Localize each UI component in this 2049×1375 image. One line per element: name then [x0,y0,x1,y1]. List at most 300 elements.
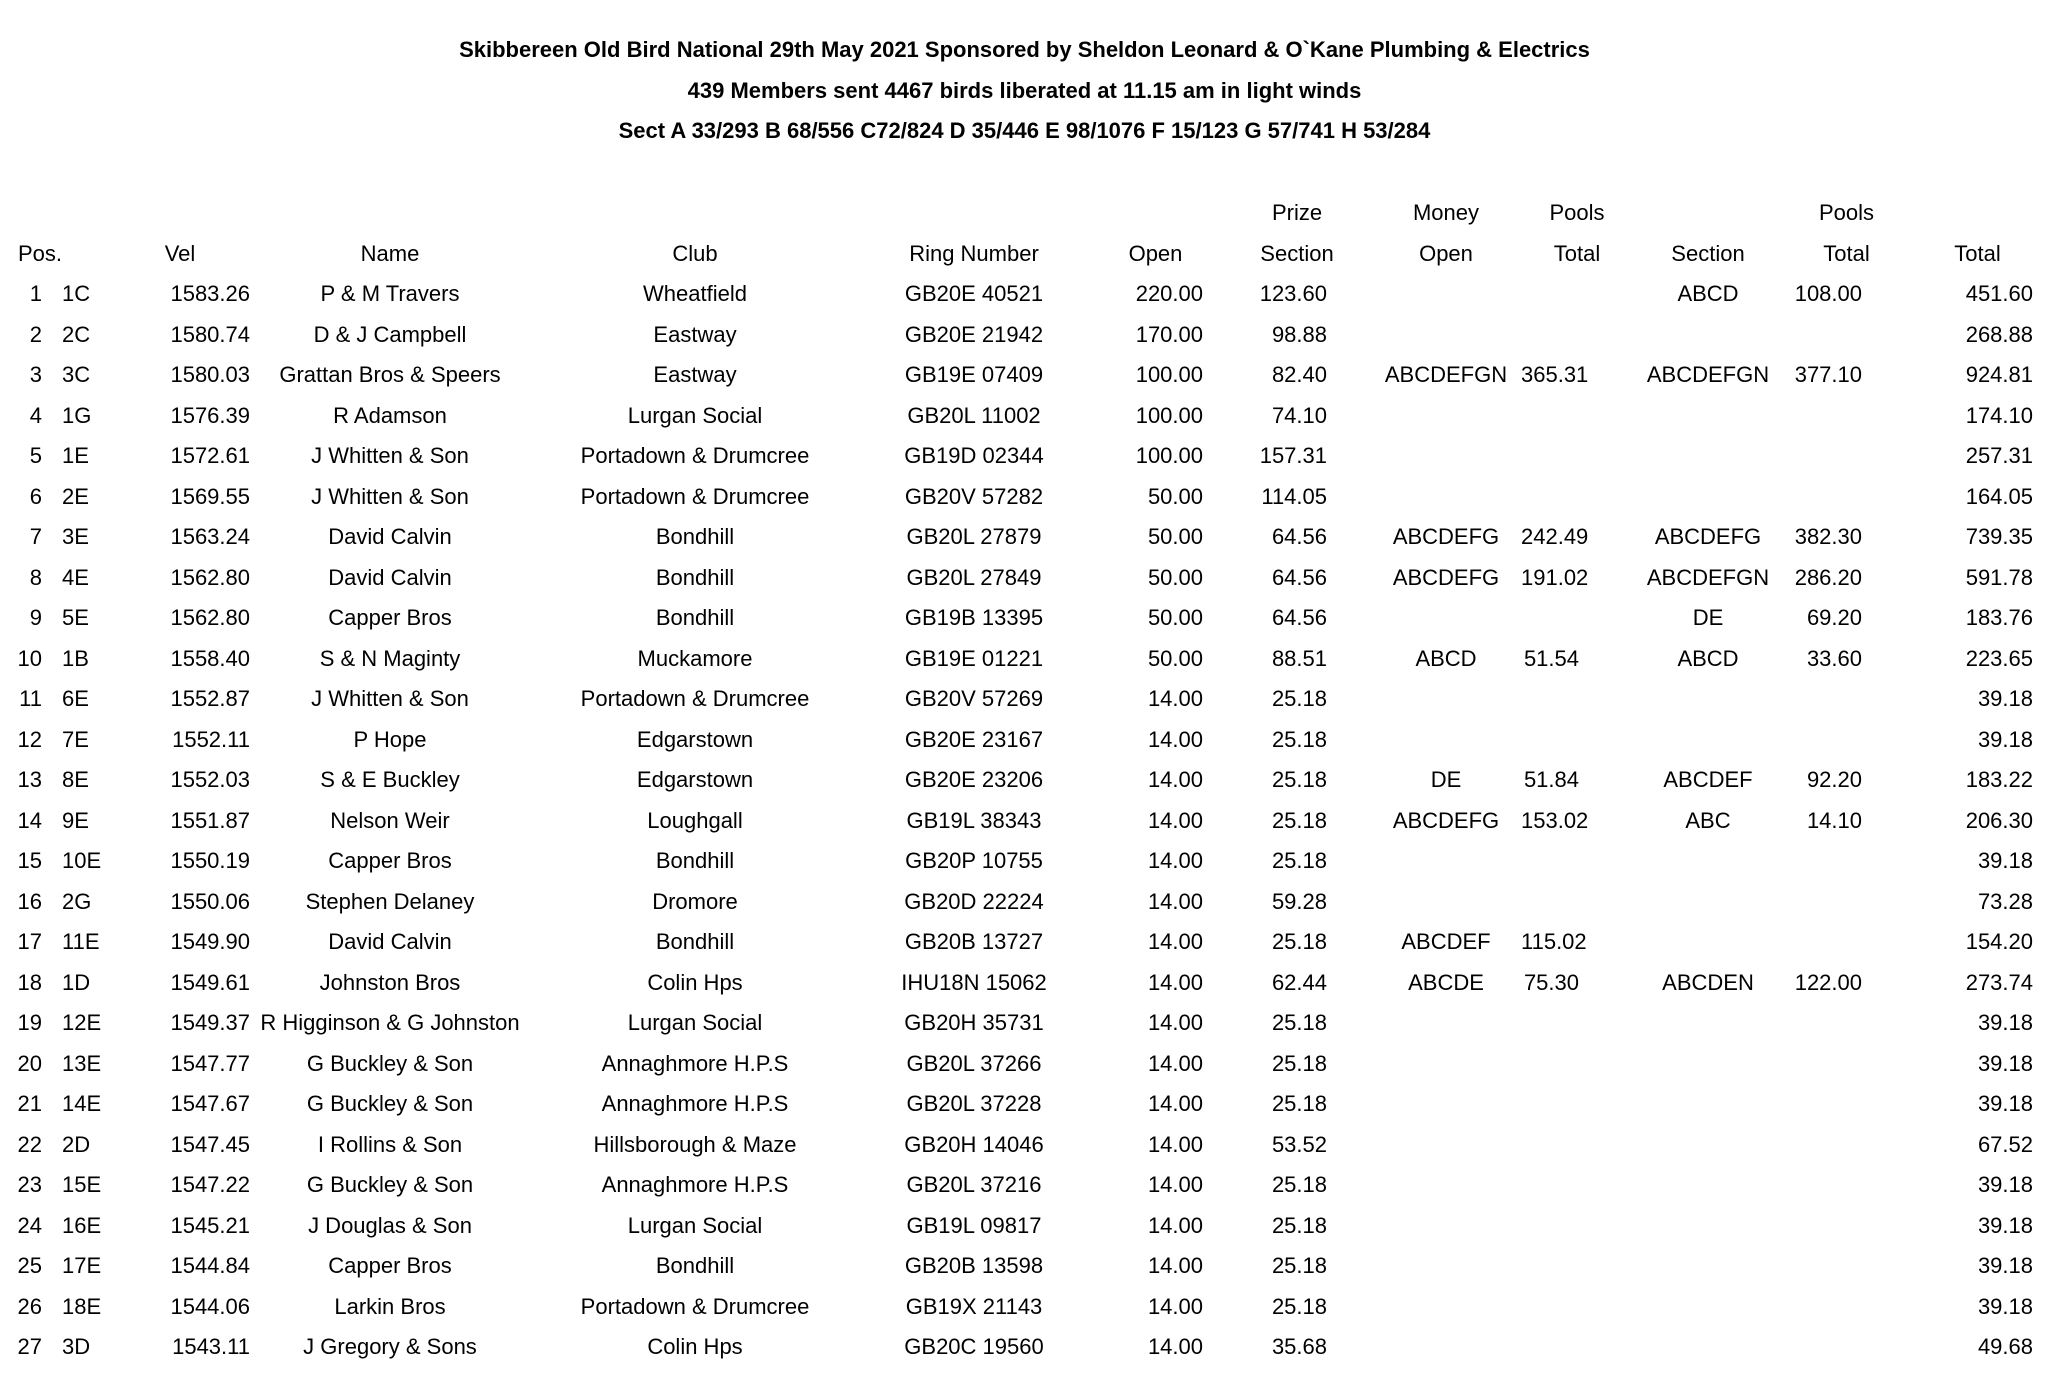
cell-velocity: 1547.77 [170,1050,250,1076]
cell-ring-number: GB19E 01221 [904,645,1044,671]
cell-velocity: 1552.03 [170,767,250,793]
cell-section-pos: 11E [62,929,100,955]
cell-pools-open [1371,598,1521,639]
cell-club: Lurgan Social [627,1212,763,1238]
cell-prize-open: 14.00 [1147,1334,1203,1360]
header-pools-open-total: Total [1553,240,1601,266]
cell-prize-open: 50.00 [1147,605,1203,631]
cell-pools-section-total [1783,396,1910,437]
cell-pools-section [1633,315,1783,356]
table-row [12,1246,2045,1287]
cell-section-pos: 1E [62,443,89,469]
cell-money-section: 98.88 [1271,321,1327,347]
cell-pools-section [1633,1003,1783,1044]
table-row [12,436,2045,477]
table-row [12,1084,2045,1125]
cell-ring-number: GB20C 19560 [904,1334,1044,1360]
cell-total: 154.20 [1965,929,2033,955]
header-ring-number: Ring Number [909,240,1039,266]
cell-ring-number: GB20H 14046 [904,1131,1044,1157]
cell-pools-section-total [1783,1165,1910,1206]
cell-total: 73.28 [1977,888,2033,914]
cell-name: David Calvin [328,524,452,550]
cell-total: 39.18 [1977,726,2033,752]
cell-name: I Rollins & Son [317,1131,463,1157]
cell-pos: 24 [17,1212,42,1238]
cell-club: Eastway [653,321,737,347]
cell-total: 183.76 [1965,605,2033,631]
cell-ring-number: GB20B 13727 [904,929,1044,955]
cell-pools-open: ABCDE [1408,969,1484,995]
table-row [12,1206,2045,1247]
header-pools-section: Section [1671,240,1745,266]
cell-club: Portadown & Drumcree [580,1293,810,1319]
cell-pools-section-total: 382.30 [1794,524,1862,550]
cell-ring-number: GB20L 27849 [906,564,1042,590]
cell-name: D & J Campbell [313,321,467,347]
cell-pools-open [1371,274,1521,315]
header-pools-open-group: Pools [1549,200,1605,226]
cell-name: S & N Maginty [319,645,461,671]
cell-club: Portadown & Drumcree [580,483,810,509]
cell-pools-section-total [1783,720,1910,761]
header-pools-section-total: Total [1823,240,1870,266]
section-summary: Sect A 33/293 B 68/556 C72/824 D 35/446 E 98/1076 F 15/123 G 57/741 H 53/284 [618,118,1431,143]
cell-velocity: 1544.84 [170,1253,250,1279]
table-row [12,639,2045,680]
cell-velocity: 1544.06 [170,1293,250,1319]
cell-pos: 13 [17,767,42,793]
cell-pools-section-total [1783,922,1910,963]
cell-pools-section-total [1783,315,1910,356]
cell-velocity: 1549.37 [170,1010,250,1036]
header-money-section: Section [1260,240,1334,266]
cell-pools-open-total: 242.49 [1521,524,1589,550]
cell-money-section: 64.56 [1271,564,1327,590]
report-header [0,30,2049,152]
cell-prize-open: 50.00 [1147,564,1203,590]
cell-name: J Whitten & Son [311,443,469,469]
cell-pools-section-total: 14.10 [1806,807,1862,833]
cell-pools-open: ABCDEFGN [1384,362,1508,388]
cell-pools-section [1633,882,1783,923]
cell-club: Wheatfield [643,281,747,307]
cell-pools-section-total [1783,1287,1910,1328]
cell-prize-open: 14.00 [1147,1172,1203,1198]
cell-ring-number: GB20B 13598 [904,1253,1044,1279]
cell-total: 39.18 [1977,1293,2033,1319]
table-row [12,1044,2045,1085]
cell-total: 268.88 [1965,321,2033,347]
cell-ring-number: GB20L 37228 [906,1091,1042,1117]
cell-pos: 27 [17,1334,42,1360]
cell-club: Edgarstown [636,726,754,752]
cell-velocity: 1563.24 [170,524,250,550]
cell-pools-section-total [1783,1003,1910,1044]
cell-pos: 20 [17,1050,42,1076]
cell-pools-section: ABC [1685,807,1731,833]
cell-section-pos: 16E [62,1212,102,1238]
cell-pools-open-total: 191.02 [1521,564,1589,590]
cell-prize-open: 14.00 [1147,767,1203,793]
header-prize: Prize [1271,200,1323,226]
cell-total: 39.18 [1977,1010,2033,1036]
cell-money-section: 25.18 [1271,1293,1327,1319]
table-row [12,1003,2045,1044]
cell-money-section: 64.56 [1271,605,1327,631]
cell-pools-section [1633,1165,1783,1206]
table-row [12,882,2045,923]
cell-pos: 5 [29,443,42,469]
cell-pos: 3 [29,362,42,388]
cell-pools-section-total [1783,1206,1910,1247]
cell-section-pos: 1G [62,402,92,428]
cell-club: Dromore [652,888,738,914]
cell-name: Nelson Weir [330,807,450,833]
cell-pools-section [1633,922,1783,963]
cell-pools-open-total [1521,841,1633,882]
cell-ring-number: GB19E 07409 [904,362,1044,388]
cell-velocity: 1576.39 [170,402,250,428]
cell-pos: 26 [17,1293,42,1319]
cell-total: 39.18 [1977,1253,2033,1279]
cell-ring-number: GB20L 37216 [906,1172,1042,1198]
cell-pos: 21 [17,1091,42,1117]
cell-ring-number: GB20L 27879 [906,524,1042,550]
cell-section-pos: 1B [62,645,89,671]
cell-velocity: 1552.11 [172,726,250,752]
cell-pools-open [1371,1287,1521,1328]
cell-pools-open-total [1521,1206,1633,1247]
cell-pos: 22 [17,1131,42,1157]
cell-pools-open [1371,1003,1521,1044]
cell-velocity: 1552.87 [170,686,250,712]
cell-pools-section-total [1783,1044,1910,1085]
cell-pools-section: ABCDEF [1663,767,1753,793]
table-row [12,274,2045,315]
cell-pools-open [1371,679,1521,720]
cell-name: G Buckley & Son [306,1091,474,1117]
cell-money-section: 64.56 [1271,524,1327,550]
header-row [12,234,2045,275]
cell-pools-section: ABCD [1677,645,1739,671]
cell-total: 49.68 [1977,1334,2033,1360]
cell-velocity: 1549.61 [170,969,250,995]
cell-money-section: 74.10 [1271,402,1327,428]
cell-pools-open [1371,396,1521,437]
cell-velocity: 1558.40 [170,645,250,671]
cell-prize-open: 14.00 [1147,1212,1203,1238]
table-row [12,1165,2045,1206]
cell-pools-section [1633,477,1783,518]
cell-pools-open [1371,1206,1521,1247]
cell-pools-open-total [1521,1287,1633,1328]
cell-prize-open: 100.00 [1135,443,1203,469]
cell-pools-open: ABCD [1415,645,1477,671]
cell-club: Annaghmore H.P.S [601,1172,789,1198]
cell-section-pos: 4E [62,564,89,590]
cell-pos: 6 [29,483,42,509]
table-row [12,355,2045,396]
cell-club: Annaghmore H.P.S [601,1091,789,1117]
table-row [12,1287,2045,1328]
cell-velocity: 1562.80 [170,564,250,590]
cell-total: 39.18 [1977,848,2033,874]
cell-name: J Gregory & Sons [303,1334,477,1360]
header-row-top [12,193,2045,234]
cell-money-section: 35.68 [1271,1334,1327,1360]
cell-club: Bondhill [655,1253,735,1279]
cell-club: Lurgan Social [627,1010,763,1036]
table-row [12,558,2045,599]
cell-money-section: 59.28 [1271,888,1327,914]
cell-pools-section: ABCDEFGN [1646,362,1770,388]
cell-pools-section [1633,1206,1783,1247]
header-club: Club [672,240,718,266]
cell-prize-open: 14.00 [1147,1091,1203,1117]
cell-section-pos: 8E [62,767,89,793]
cell-total: 39.18 [1977,1091,2033,1117]
cell-pools-open-total: 365.31 [1521,362,1589,388]
cell-money-section: 53.52 [1271,1131,1327,1157]
cell-ring-number: GB20L 11002 [907,402,1041,428]
cell-velocity: 1549.90 [170,929,250,955]
table-row [12,679,2045,720]
cell-total: 174.10 [1965,402,2033,428]
cell-pools-open [1371,882,1521,923]
cell-money-section: 82.40 [1271,362,1327,388]
cell-total: 39.18 [1977,1050,2033,1076]
cell-prize-open: 50.00 [1147,483,1203,509]
cell-money-section: 123.60 [1259,281,1327,307]
cell-name: Larkin Bros [334,1293,446,1319]
cell-prize-open: 14.00 [1147,1293,1203,1319]
cell-section-pos: 6E [62,686,89,712]
cell-pos: 19 [17,1010,42,1036]
cell-club: Eastway [653,362,737,388]
cell-pools-section [1633,1125,1783,1166]
cell-velocity: 1545.21 [170,1212,250,1238]
cell-pools-open-total [1521,720,1633,761]
table-row [12,801,2045,842]
cell-pools-open: DE [1430,767,1462,793]
cell-ring-number: GB20E 23206 [904,767,1044,793]
cell-prize-open: 14.00 [1147,848,1203,874]
cell-pools-open [1371,720,1521,761]
cell-pools-section-total: 122.00 [1794,969,1862,995]
cell-total: 183.22 [1965,767,2033,793]
cell-name: J Whitten & Son [311,686,469,712]
cell-velocity: 1550.19 [170,848,250,874]
cell-velocity: 1547.45 [170,1131,250,1157]
cell-total: 451.60 [1965,281,2033,307]
cell-pools-open-total [1521,477,1633,518]
cell-money-section: 25.18 [1271,726,1327,752]
cell-pools-open-total [1521,1165,1633,1206]
cell-total: 223.65 [1965,645,2033,671]
cell-club: Bondhill [655,524,735,550]
cell-name: P & M Travers [320,281,460,307]
cell-section-pos: 17E [62,1253,102,1279]
header-pools-open: Open [1419,240,1473,266]
cell-pools-section-total [1783,841,1910,882]
cell-section-pos: 3E [62,524,89,550]
cell-ring-number: GB20D 22224 [904,888,1044,914]
report-title: Skibbereen Old Bird National 29th May 2021 Sponsored by Sheldon Leonard & O`Kane Plumbing & Electrics [459,37,1590,62]
cell-prize-open: 50.00 [1147,524,1203,550]
results-table [12,193,2045,1368]
cell-pools-section-total [1783,882,1910,923]
header-name: Name [360,240,420,266]
cell-pools-section-total: 377.10 [1794,362,1862,388]
cell-club: Muckamore [637,645,753,671]
cell-pos: 12 [17,726,42,752]
cell-pools-open [1371,477,1521,518]
cell-pools-section: ABCDEN [1662,969,1754,995]
cell-money-section: 25.18 [1271,1253,1327,1279]
cell-pools-section [1633,1084,1783,1125]
cell-velocity: 1543.11 [172,1334,250,1360]
cell-total: 206.30 [1965,807,2033,833]
cell-pools-open [1371,1044,1521,1085]
header-money: Money [1412,200,1480,226]
cell-pos: 17 [17,929,42,955]
cell-section-pos: 12E [62,1010,102,1036]
cell-velocity: 1569.55 [170,483,250,509]
cell-ring-number: GB20H 35731 [904,1010,1044,1036]
table-row [12,720,2045,761]
cell-pos: 7 [29,524,42,550]
cell-section-pos: 18E [62,1293,102,1319]
cell-velocity: 1583.26 [170,281,250,307]
cell-pos: 15 [17,848,42,874]
header-vel: Vel [164,240,196,266]
cell-section-pos: 3C [62,362,91,388]
cell-club: Annaghmore H.P.S [601,1050,789,1076]
cell-section-pos: 5E [62,605,89,631]
cell-total: 67.52 [1977,1131,2033,1157]
cell-prize-open: 100.00 [1135,402,1203,428]
cell-velocity: 1550.06 [170,888,250,914]
cell-pos: 18 [17,969,42,995]
table-row [12,1125,2045,1166]
cell-club: Colin Hps [647,1334,743,1360]
cell-prize-open: 14.00 [1147,807,1203,833]
cell-pools-open-total [1521,274,1633,315]
table-row [12,841,2045,882]
cell-pools-section [1633,1044,1783,1085]
cell-velocity: 1551.87 [170,807,250,833]
cell-velocity: 1562.80 [170,605,250,631]
cell-pools-open-total [1521,679,1633,720]
cell-pools-open [1371,1246,1521,1287]
cell-club: Edgarstown [636,767,754,793]
cell-total: 924.81 [1965,362,2033,388]
cell-section-pos: 2G [62,888,92,914]
cell-club: Bondhill [655,564,735,590]
cell-prize-open: 220.00 [1135,281,1203,307]
cell-pools-section-total: 286.20 [1794,564,1862,590]
cell-pos: 8 [29,564,42,590]
cell-pos: 25 [17,1253,42,1279]
cell-ring-number: GB20E 40521 [904,281,1044,307]
cell-section-pos: 7E [62,726,89,752]
cell-pools-section-total [1783,1084,1910,1125]
table-row [12,315,2045,356]
cell-pools-section-total [1783,1246,1910,1287]
cell-club: Bondhill [655,929,735,955]
cell-ring-number: GB20V 57282 [904,483,1044,509]
table-row [12,396,2045,437]
cell-money-section: 25.18 [1271,1172,1327,1198]
cell-name: Capper Bros [328,605,452,631]
cell-pools-open-total: 115.02 [1521,929,1587,955]
cell-pools-open-total: 51.54 [1523,645,1579,671]
cell-name: Grattan Bros & Speers [279,362,501,388]
cell-pools-open [1371,1165,1521,1206]
cell-club: Portadown & Drumcree [580,443,810,469]
cell-pools-section [1633,1246,1783,1287]
cell-section-pos: 10E [62,848,102,874]
cell-club: Hillsborough & Maze [593,1131,797,1157]
table-row [12,922,2045,963]
cell-section-pos: 3D [62,1334,91,1360]
cell-pools-open-total [1521,396,1633,437]
cell-pools-open-total [1521,1003,1633,1044]
cell-velocity: 1547.22 [170,1172,250,1198]
cell-prize-open: 14.00 [1147,1253,1203,1279]
cell-pools-open [1371,436,1521,477]
cell-pools-open-total [1521,598,1633,639]
cell-money-section: 25.18 [1271,1091,1327,1117]
cell-section-pos: 14E [62,1091,102,1117]
cell-money-section: 62.44 [1271,969,1327,995]
cell-pools-section-total: 108.00 [1794,281,1862,307]
cell-pools-open-total [1521,1125,1633,1166]
cell-pools-section: ABCDEFG [1654,524,1762,550]
cell-ring-number: GB19D 02344 [904,443,1044,469]
cell-pos: 23 [17,1172,42,1198]
cell-prize-open: 14.00 [1147,929,1203,955]
cell-prize-open: 14.00 [1147,1010,1203,1036]
cell-section-pos: 13E [62,1050,102,1076]
cell-pos: 1 [29,281,42,307]
cell-pools-section-total [1783,1125,1910,1166]
cell-pools-open [1371,1327,1521,1368]
cell-pools-section-total [1783,477,1910,518]
cell-section-pos: 2D [62,1131,91,1157]
cell-ring-number: GB20L 37266 [906,1050,1042,1076]
cell-name: S & E Buckley [320,767,460,793]
cell-ring-number: GB19L 09817 [906,1212,1042,1238]
cell-name: Johnston Bros [319,969,461,995]
cell-total: 39.18 [1977,686,2033,712]
cell-pos: 11 [19,686,42,712]
table-row [12,1327,2045,1368]
results-body [12,274,2045,1368]
cell-pools-open-total [1521,1327,1633,1368]
cell-money-section: 25.18 [1271,1050,1327,1076]
cell-prize-open: 170.00 [1135,321,1203,347]
cell-pools-section-total: 33.60 [1806,645,1862,671]
cell-prize-open: 14.00 [1147,1050,1203,1076]
cell-total: 739.35 [1965,524,2033,550]
cell-pools-open-total [1521,882,1633,923]
cell-velocity: 1580.74 [170,321,250,347]
table-row [12,963,2045,1004]
cell-ring-number: GB20E 21942 [904,321,1044,347]
cell-pools-section: DE [1692,605,1724,631]
